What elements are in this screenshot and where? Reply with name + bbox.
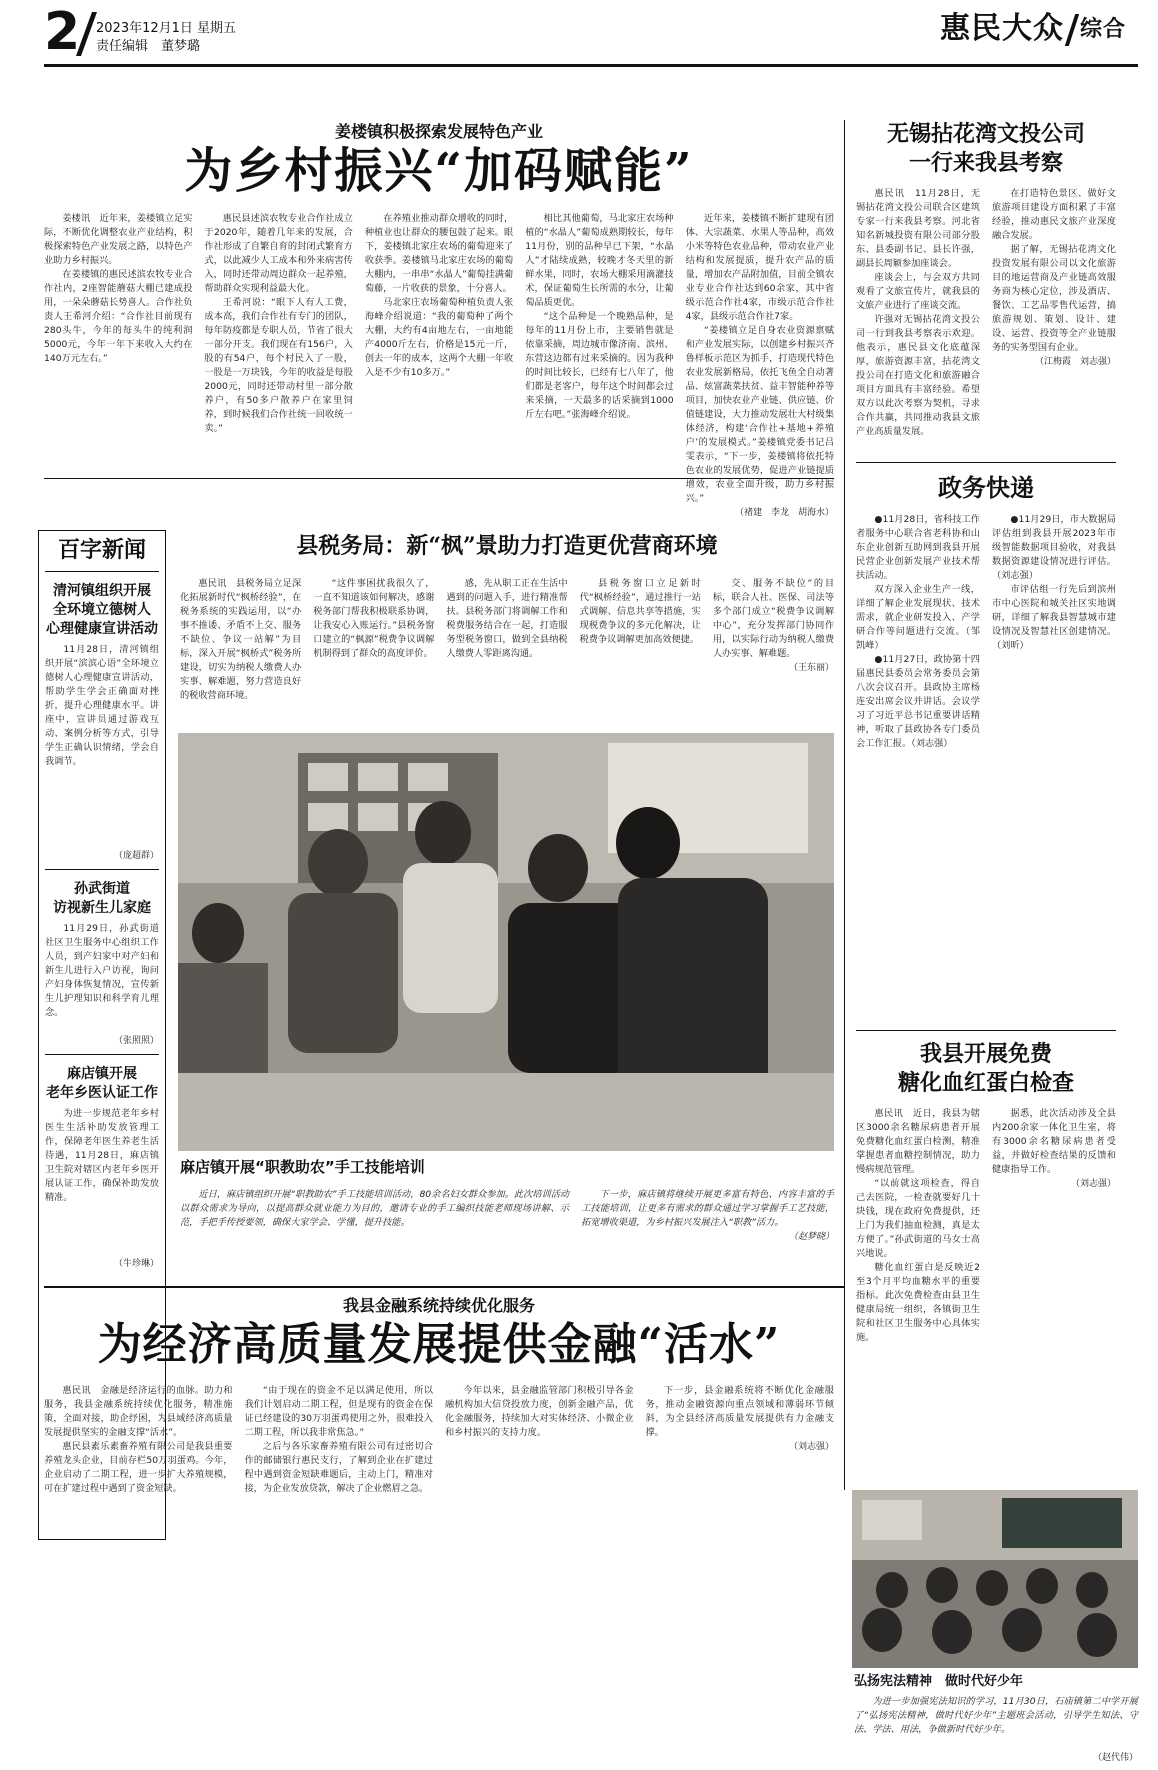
brief-item: 市评估组一行先后到滨州市中心医院和城关社区实地调研，详细了解我县智慧城市建设情况及智慧社区创建情况。（刘昕） bbox=[992, 584, 1116, 652]
wuxi-col-2 bbox=[992, 187, 1116, 437]
masthead bbox=[939, 11, 1126, 46]
tax-paragraph: 县税务窗口立足新时代“枫桥经验”，通过推行一站式调解、信息共享等措施，实现税费争议的多元化解决，让税费争议调解更加高效便捷。 bbox=[579, 577, 701, 645]
training-photo bbox=[178, 733, 834, 1151]
wuxi-title-line-1: 无锡拈花湾文投公司 bbox=[886, 121, 1085, 147]
brief-item: 双方深入企业生产一线，详细了解企业发展现状、技术需求，就企业研发投入、产学研合作等问题进行交流。（邹凯峰） bbox=[856, 584, 980, 652]
lead-byline: （褚建 李龙 胡海水） bbox=[735, 507, 835, 518]
tax-col-3 bbox=[446, 577, 567, 727]
finance-col-1 bbox=[44, 1384, 233, 1744]
photo-story-col-2 bbox=[581, 1188, 834, 1274]
finance-paragraph: 今年以来，县金融监管部门积极引导各金融机构加大信贷投放力度，创新金融产品，优化金融服务，持续加大对实体经济、小微企业和乡村振兴的支持力度。 bbox=[445, 1384, 634, 1438]
finance-article bbox=[44, 1296, 834, 1758]
law-article bbox=[854, 1674, 1138, 1766]
tax-paragraph: 惠民讯 县税务局立足深化拓展新时代“枫桥经验”，在税务系统的实践运用，以“办事不推诿、矛盾不上交、服务不缺位、争议一站解”为目标，深入开展“枫桥式”税务所建设，切实为纳税人缴费人办实事、解难题，努力营造良好的税收营商环境。 bbox=[180, 577, 302, 701]
wuxi-paragraph: 惠民讯 11月28日，无锡拈花湾文投公司联合区建筑专家一行来我县考察。河北省知名新城投资有限公司部分股东、县委副书记、县长许强，副县长周颖参加座谈会。 bbox=[856, 188, 980, 270]
section-rule bbox=[856, 462, 1116, 463]
page-header bbox=[0, 0, 1158, 68]
lead-article bbox=[44, 120, 835, 518]
finance-headline: 为经济高质量发展提供金融“活水” bbox=[97, 1319, 781, 1371]
lead-col-1 bbox=[44, 212, 192, 452]
wuxi-col-1 bbox=[856, 187, 980, 437]
brief-divider bbox=[45, 869, 159, 870]
lead-paragraph: “这个品种是一个晚熟品种，是每年的11月份上市，主要销售就是依靠采摘，周边城市像济南、滨州、东营这边都有过来采摘的。因为我种的时间比较长，已经有七八年了，他们都是老客户，每年这个时间都会过来采摘，一天最多的话采摘到1000斤左右吧。”张海峰介绍说。 bbox=[525, 310, 674, 420]
lead-col-3 bbox=[365, 212, 513, 452]
photo-caption: 麻店镇开展“职教助农”手工技能培训 bbox=[180, 1158, 425, 1176]
lead-paragraph: 马北家庄农场葡萄种植负责人张海峰介绍说道：“我的葡萄种了两个大棚，大约有4亩地左右，一亩地能产4000斤左右，价格是15元一斤，创去一年的成本，这两个大棚一年收入是不少有10多万。” bbox=[364, 296, 514, 378]
brief-1-byline: （庞超群） bbox=[113, 851, 159, 862]
brief-3-text: 为进一步规范老年乡村医生生活补助发放管理工作，保障老年医生养老生活待遇，11月28日，麻店镇卫生院对辖区内老年乡医开展认证工作，确保补助发放精准。 bbox=[45, 1107, 159, 1203]
diabetes-title-line-2: 糖化血红蛋白检查 bbox=[897, 1069, 1074, 1096]
brief-3-body bbox=[45, 1107, 159, 1257]
finance-paragraph: “由于现在的资金不足以满足使用，所以我们计划启动二期工程，但是现有的资金在保证已经建设的30万羽蛋鸡使用之外，很难投入二期工程，所以我非常焦急。” bbox=[244, 1384, 433, 1438]
briefs-col-1 bbox=[856, 513, 980, 983]
brief-1-title-2: 全环境立德树人 bbox=[53, 602, 151, 619]
finance-col-4 bbox=[646, 1384, 835, 1744]
lead-col-4 bbox=[525, 212, 673, 452]
tax-col-5 bbox=[713, 577, 834, 727]
lead-paragraph: 惠民县述滨农牧专业合作社成立于2020年，随着几年来的发展，合作社形成了自繁自育的封闭式繁育方式，以此减少人工成本和外来病害传入，同时还带动周边群众一起养殖，帮助群众实现利益最大化。 bbox=[204, 212, 353, 294]
lead-col-2 bbox=[204, 212, 352, 452]
page-number: 2 bbox=[44, 2, 81, 62]
briefs-body bbox=[856, 513, 1116, 983]
diabetes-article bbox=[856, 1040, 1116, 1480]
publish-date: 2023年12月1日 星期五 bbox=[96, 21, 237, 36]
diabetes-paragraph: 据悉，此次活动涉及全县内200余家一体化卫生室，将有3000余名糖尿病患者受益，并做好检查结果的反馈和健康指导工作。 bbox=[992, 1108, 1116, 1176]
finance-paragraph: 下一步，县金融系统将不断优化金融服务，推动金融资源向重点领域和薄弱环节倾斜，为全县经济高质量发展提供有力金融支撑。 bbox=[645, 1384, 834, 1438]
tax-article bbox=[180, 532, 834, 732]
brief-3-byline: （牛珍琳） bbox=[113, 1258, 159, 1269]
tax-col-2 bbox=[313, 577, 434, 727]
lead-col-5 bbox=[685, 212, 835, 518]
photo-story-body bbox=[180, 1188, 834, 1274]
finance-col-2 bbox=[245, 1384, 434, 1744]
tax-body bbox=[180, 577, 834, 727]
brief-item: ●11月29日，市大数据局评估组到我县开展2023年市级智能数据项目验收，对我县数据资源建设情况进行评估。（刘志强） bbox=[992, 514, 1116, 582]
lead-paragraph: 在姜楼镇的惠民述滨农牧专业合作社内，2座智能蘑菇大棚已建成投用，一朵朵蘑菇长势喜人。合作社负责人王希河介绍：“合作社目前现有280头牛，今年的每头牛的纯利润5000元，今年一年下来收入大约在140万元左右。” bbox=[44, 268, 193, 364]
tax-paragraph: 感，先从职工正在生活中遇到的问题入手，进行精准帮扶。县税务部门将调解工作和税费服务结合在一起，打造服务型税务窗口，做到全县纳税人缴费人零距离沟通。 bbox=[446, 577, 568, 659]
tax-headline: 县税务局：新“枫”景助力打造更优营商环境 bbox=[296, 533, 718, 559]
wuxi-article bbox=[856, 120, 1116, 455]
section-rule bbox=[856, 1030, 1116, 1031]
wuxi-paragraph: 许强对无锡拈花湾文投公司一行到我县考察表示欢迎。他表示，惠民县文化底蕴深厚，旅游资源丰富，拈花湾文投公司在打造文化和旅游融合项目方面具有丰富经验。希望双方以此次考察为契机，寻求合作共赢，共同推动我县文旅产业高质量发展。 bbox=[856, 314, 980, 438]
diabetes-body bbox=[856, 1107, 1116, 1477]
law-text: 为进一步加强宪法知识的学习，11月30日，石庙镇第二中学开展了“弘扬宪法精神，做时代好少年”主题班会活动，引导学生知法、守法、学法、用法，争做新时代好少年。 bbox=[854, 1695, 1138, 1735]
wuxi-paragraph: 座谈会上，与会双方共同观看了文旅宣传片，就我县的文旅产业进行了座谈交流。 bbox=[856, 272, 980, 312]
brief-1-title-3: 心理健康宣讲活动 bbox=[46, 621, 158, 638]
header-rule bbox=[44, 64, 1138, 67]
brief-1-text: 11月28日，清河镇组织开展“滨滨心语”全环境立德树人心理健康宣讲活动，帮助学生学会正确面对挫折，提升心理健康水平。讲座中，宣讲员通过游戏互动、案例分析等方式，引导学生正确认识情绪，学会自我调节。 bbox=[45, 644, 159, 768]
tax-byline: （王东丽） bbox=[789, 662, 835, 673]
wuxi-body bbox=[856, 187, 1116, 437]
briefs-col-2 bbox=[992, 513, 1116, 983]
classroom-photo bbox=[852, 1490, 1138, 1668]
finance-kicker: 我县金融系统持续优化服务 bbox=[342, 1296, 535, 1315]
law-caption: 弘扬宪法精神 做时代好少年 bbox=[854, 1674, 1024, 1689]
wuxi-paragraph: 据了解，无锡拈花湾文化投资发展有限公司以文化旅游目的地运营商及产业链高效服务商为核心定位，涉及酒店、餐饮、工艺品零售代运营，搞旅游规划、策划、设计、建设、运营、投资等全产业链服务的实务型国有企业。 bbox=[992, 244, 1116, 354]
wuxi-title-line-2: 一行来我县考察 bbox=[908, 149, 1063, 176]
photo-story-paragraph: 下一步，麻店镇将继续开展更多富有特色、内容丰富的手工技能培训，让更多有需求的群众通过学习掌握手工艺技能，拓宽增收渠道，为乡村振兴发展注入“职教”活力。 bbox=[581, 1189, 834, 1228]
lead-paragraph: 在养殖业推动群众增收的同时，种植业也让群众的腰包鼓了起来。眼下，姜楼镇北家庄农场的葡萄迎来了收获季。姜楼镇马北家庄农场的葡萄大棚内，一串串“水晶人”葡萄挂满葡萄藤，一片收获的景象，十分喜人。 bbox=[364, 212, 514, 294]
column-divider bbox=[844, 120, 845, 1490]
finance-body bbox=[44, 1384, 834, 1744]
government-briefs bbox=[856, 472, 1116, 982]
section-rule bbox=[44, 1286, 844, 1288]
brief-2-body bbox=[45, 922, 159, 1034]
lead-paragraph: 近年来，姜楼镇不断扩建现有团体、大宗蔬菜、水果人等品种，高效小米等特色农业品种，带动农业产业结构和发展提质，提升农产品的质量，增加农产品附加值，目前全镇农业专业合作社达到60余家，其中省级示范合作社4家，市级示范合作社4家，县级示范合作社7家。 bbox=[685, 212, 835, 322]
lead-paragraph: 王希河说：“眼下人有人工费，成本高，我们合作社有专门的团队，每年防疫都是专职人员，节省了很大一部分开支。我们现在有156户，入股的有54户，每个村民入了一股，一股是一万块钱，今年的收益是每股2000元，同时还带动村里一部分散养户，有50多户散养户在家里饲养，到时候我们合作社统一回收统一卖。” bbox=[204, 296, 353, 434]
tax-paragraph: 交、服务不缺位”的目标，联合人社、医保、司法等多个部门成立“税费争议调解中心”，充分发挥部门协同作用，以实际行动为纳税人缴费人办实事、解难题。 bbox=[712, 577, 835, 659]
brief-3-title-2: 老年乡医认证工作 bbox=[46, 1084, 158, 1101]
photo-story-byline: （赵梦晓） bbox=[788, 1232, 834, 1242]
finance-col-3 bbox=[445, 1384, 634, 1744]
brief-2-title-2: 访视新生儿家庭 bbox=[53, 899, 151, 916]
section-rule bbox=[44, 478, 834, 479]
diabetes-paragraph: 糖化血红蛋白是反映近2至3个月平均血糖水平的重要指标。此次免费检查由县卫生健康局统一组织，各镇街卫生院和社区卫生服务中心具体实施。 bbox=[856, 1262, 980, 1344]
lead-paragraph: “姜楼镇立足自身农业资源禀赋和产业发展实际，以创建乡村振兴齐鲁样板示范区为抓手，打造现代特色农业发展新格局，依托飞鱼全自动著品、炫富蔬菜扶贫、益丰智能种养等项目，加快农业产业链、供应链、价值链建设，大力推动发展壮大村级集体经济，构建‘合作社+基地+养殖户’的发展模式。”姜楼镇党委书记吕雯表示，“下一步，姜楼镇将依托特色农业的发展优势，促进产业链提质增效，农业全面升级，助力乡村振兴。” bbox=[685, 324, 835, 504]
brief-1-title-1: 清河镇组织开展 bbox=[53, 583, 151, 600]
paper-name: 惠民大众 bbox=[939, 11, 1064, 46]
brief-news-label: 百字新闻 bbox=[45, 537, 159, 572]
brief-2-text: 11月29日，孙武街道社区卫生服务中心组织工作人员，到产妇家中对产妇和新生儿进行入户访视，询问产妇身体恢复情况，宣传新生儿护理知识和科学育儿理念。 bbox=[45, 922, 159, 1018]
tax-paragraph: “这件事困扰我很久了，一直不知道该如何解决，感谢税务部门帮我积极联系协调，让我安心入账运行。”县税务窗口建立的“枫源”税费争议调解机制得到了群众的高度评价。 bbox=[313, 577, 435, 659]
photo-story-col-1 bbox=[180, 1188, 569, 1274]
training-photo-illustration bbox=[178, 733, 834, 1151]
photo-story-paragraph: 近日，麻店镇组织开展“职教助农”手工技能培训活动，80余名妇女群众参加。此次培训活动以群众需求为导向，以提高群众就业能力为目的，邀请专业的手工编织技能老师现场讲解、示范，手把手传授要领，确保大家学会、学懂，提升技能。 bbox=[180, 1189, 570, 1228]
diabetes-col-1 bbox=[856, 1107, 980, 1477]
section-name: 综合 bbox=[1079, 17, 1126, 42]
brief-3-title-1: 麻店镇开展 bbox=[67, 1065, 137, 1082]
diabetes-col-2 bbox=[992, 1107, 1116, 1477]
editor-credit: 责任编辑 董梦璐 bbox=[96, 38, 201, 54]
finance-byline: （刘志强） bbox=[788, 1441, 834, 1452]
wuxi-byline: （江梅霞 刘志强） bbox=[1034, 357, 1116, 368]
brief-2-byline: （张照照） bbox=[113, 1035, 159, 1046]
finance-paragraph: 之后与各乐家畜养殖有限公司有过密切合作的邮储银行惠民支行，了解到企业在扩建过程中遇到资金短缺难题后，主动上门，精准对接，为企业发放贷款，解决了企业燃眉之急。 bbox=[244, 1440, 433, 1494]
lead-paragraph: 姜楼讯 近年来，姜楼镇立足实际，不断优化调整农业产业结构，积极探索特色产业发展之路，以特色产业助力乡村振兴。 bbox=[44, 212, 193, 266]
diabetes-title-line-1: 我县开展免费 bbox=[919, 1041, 1052, 1067]
diabetes-paragraph: 惠民讯 近日，我县为辖区3000余名糖尿病患者开展免费糖化血红蛋白检测，精准掌握患者血糖控制情况，助力慢病规范管理。 bbox=[856, 1108, 980, 1176]
brief-item: ●11月27日，政协第十四届惠民县委员会常务委员会第八次会议召开。县政协主席杨连安出席会议并讲话。会议学习了习近平总书记重要讲话精神，听取了县政协各专门委员会工作汇报。（刘志强） bbox=[856, 654, 980, 750]
brief-1-body bbox=[45, 643, 159, 849]
law-body bbox=[854, 1695, 1138, 1751]
classroom-photo-illustration bbox=[852, 1490, 1138, 1668]
law-byline: （赵代伟） bbox=[1092, 1752, 1138, 1763]
tax-col-4 bbox=[580, 577, 701, 727]
lead-kicker: 姜楼镇积极探索发展特色产业 bbox=[334, 122, 543, 141]
lead-paragraph: 相比其他葡萄，马北家庄农场种植的“水晶人”葡萄成熟期较长，每年11月份，别的品种早已下架，“水晶人”才陆续成熟，较晚才冬天里的新鲜水果，同时，农场大棚采用滴灌技术，保证葡萄生长所需的水分，让葡萄品质更优。 bbox=[525, 212, 674, 308]
lead-body bbox=[44, 212, 835, 518]
briefs-title: 政务快递 bbox=[938, 473, 1034, 502]
masthead-divider bbox=[1065, 14, 1079, 46]
brief-item: ●11月28日，省科技工作者服务中心联合省老科协和山东企业创新互助网到我县开展民营企业创新发展产业技术帮扶活动。 bbox=[856, 514, 980, 582]
finance-paragraph: 惠民讯 金融是经济运行的血脉。助力和服务，我县金融系统持续优化服务，精准施策，全面对接，助企纾困，为县域经济高质量发展提供坚实的金融支撑“活水”。 bbox=[44, 1384, 233, 1438]
wuxi-paragraph: 在打造特色景区、做好文旅游项目建设方面积累了丰富经验，推动惠民文旅产业深度融合发展。 bbox=[992, 188, 1116, 242]
brief-2-title-1: 孙武街道 bbox=[74, 881, 130, 898]
diabetes-byline: （刘志强） bbox=[1070, 1179, 1116, 1190]
diabetes-paragraph: “以前就这项检查，得自己去医院，一检查就要好几十块钱，现在政府免费提供，还上门为我们抽血检测，真是太方便了。”孙武街道的马女士高兴地说。 bbox=[856, 1178, 980, 1260]
header-dateline bbox=[96, 20, 236, 55]
tax-col-1 bbox=[180, 577, 301, 727]
brief-divider bbox=[45, 1054, 159, 1055]
finance-paragraph: 惠民县素乐素畜养殖有限公司是我县重要养殖龙头企业，目前存栏50万羽蛋鸡。今年，企业启动了二期工程，进一步扩大养殖规模，可在扩建过程中遇到了资金短缺。 bbox=[44, 1440, 233, 1494]
lead-headline: 为乡村振兴“加码赋能” bbox=[184, 143, 694, 200]
